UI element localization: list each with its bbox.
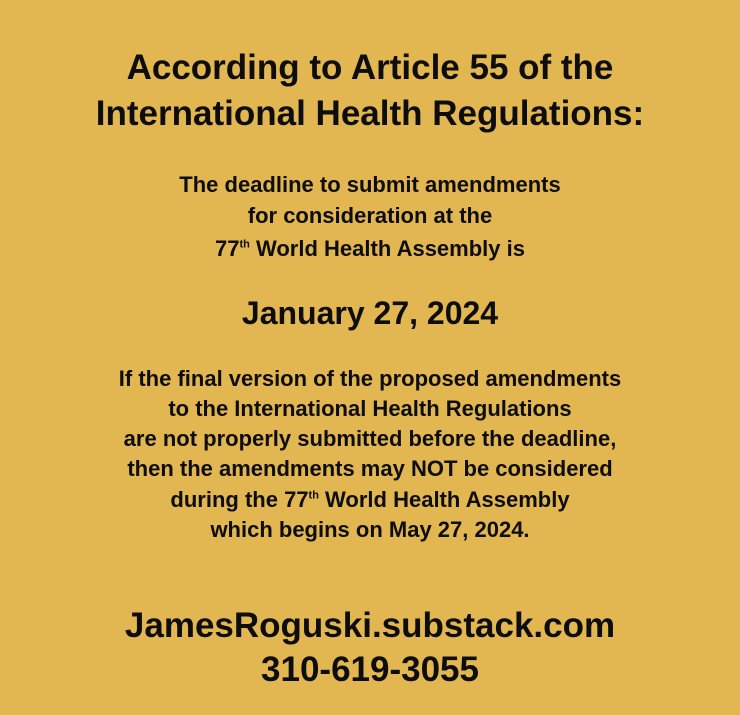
deadline-line-3-rest: World Health Assembly is — [249, 236, 525, 261]
deadline-line-1: The deadline to submit amendments — [179, 172, 561, 197]
warning-line-4: then the amendments may NOT be considered — [127, 456, 613, 481]
ordinal-suffix: th — [239, 238, 250, 251]
warning-line-1: If the final version of the proposed amendments — [118, 366, 622, 391]
deadline-line-3 — [0, 236, 740, 262]
warning-line-5-rest: World Health Assembly — [318, 487, 570, 512]
website-address: JamesRoguski.substack.com — [124, 606, 616, 645]
heading-line-2: International Health Regulations: — [95, 94, 645, 133]
warning-line-5-pre: during the 77 — [170, 487, 309, 512]
warning-line-2: to the International Health Regulations — [168, 396, 572, 421]
assembly-number: 77 — [215, 236, 240, 261]
deadline-line-2: for consideration at the — [247, 203, 493, 228]
heading-line-1: According to Article 55 of the — [126, 48, 614, 87]
deadline-date: January 27, 2024 — [241, 295, 499, 331]
phone-number: 310-619-3055 — [261, 650, 479, 689]
warning-line-6: which begins on May 27, 2024. — [210, 517, 530, 542]
warning-line-3: are not properly submitted before the deadline, — [123, 426, 617, 451]
ordinal-suffix: th — [308, 489, 319, 502]
warning-line-5 — [0, 487, 740, 513]
